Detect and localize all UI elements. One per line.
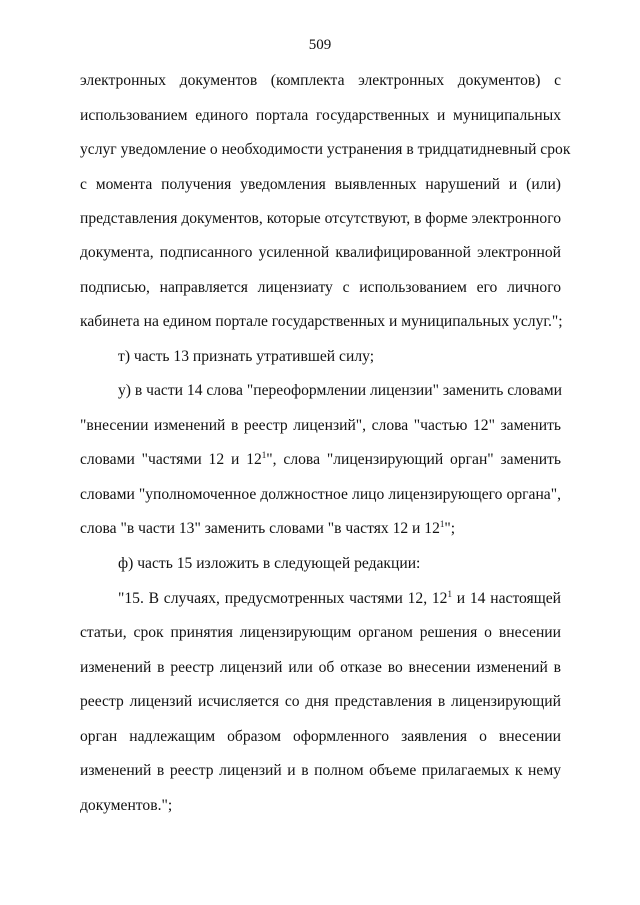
- text-segment: ", слова "лицензирующий орган" заменить: [266, 451, 562, 468]
- text-line: представления документов, которые отсутствуют, в форме электронного: [80, 210, 561, 227]
- text-line: орган надлежащим образом оформленного заявления о внесении: [80, 728, 561, 745]
- text-line: подписью, направляется лицензиату с использованием его личного: [80, 279, 561, 296]
- text-line: [118, 589, 561, 609]
- text-segment: слова "в части 13" заменить словами "в частях 12 и 12: [80, 520, 440, 537]
- text-line: "внесении изменений в реестр лицензий", слова "частью 12" заменить: [80, 417, 561, 434]
- text-line: ф) часть 15 изложить в следующей редакции:: [118, 555, 421, 572]
- text-line: [80, 519, 561, 539]
- text-line: статьи, срок принятия лицензирующим органом решения о внесении: [80, 624, 561, 641]
- text-line: у) в части 14 слова "переоформлении лицензии" заменить словами: [118, 382, 563, 399]
- text-segment: ";: [444, 520, 456, 537]
- text-line: с момента получения уведомления выявленных нарушений и (или): [80, 176, 561, 193]
- text-segment: и 14 настоящей: [451, 590, 561, 607]
- text-line: изменений в реестр лицензий или об отказе во внесении изменений в: [80, 659, 561, 676]
- superscript: 1: [447, 589, 452, 599]
- page-number: 509: [308, 37, 332, 53]
- text-line: реестр лицензий исчисляется со дня представления в лицензирующий: [80, 693, 561, 710]
- superscript: 1: [439, 519, 445, 529]
- text-segment: словами "частями 12 и 12: [80, 451, 262, 468]
- text-segment: "15. В случаях, предусмотренных частями 12, 12: [118, 590, 448, 607]
- text-line: документа, подписанного усиленной квалифицированной электронной: [80, 244, 561, 261]
- text-line: кабинета на едином портале государственных и муниципальных услуг.";: [80, 313, 563, 330]
- text-line: [80, 450, 561, 470]
- text-line: словами "уполномоченное должностное лицо лицензирующего органа",: [80, 486, 561, 503]
- text-line: электронных документов (комплекта электронных документов) с: [80, 72, 561, 89]
- superscript: 1: [261, 450, 267, 460]
- text-line: изменений в реестр лицензий и в полном объеме прилагаемых к нему: [80, 762, 561, 779]
- text-line: т) часть 13 признать утратившей силу;: [118, 348, 375, 365]
- text-line: использованием единого портала государственных и муниципальных: [80, 107, 561, 124]
- text-line: услуг уведомление о необходимости устранения в тридцатидневный срок: [80, 141, 571, 158]
- text-line: документов.";: [80, 797, 173, 814]
